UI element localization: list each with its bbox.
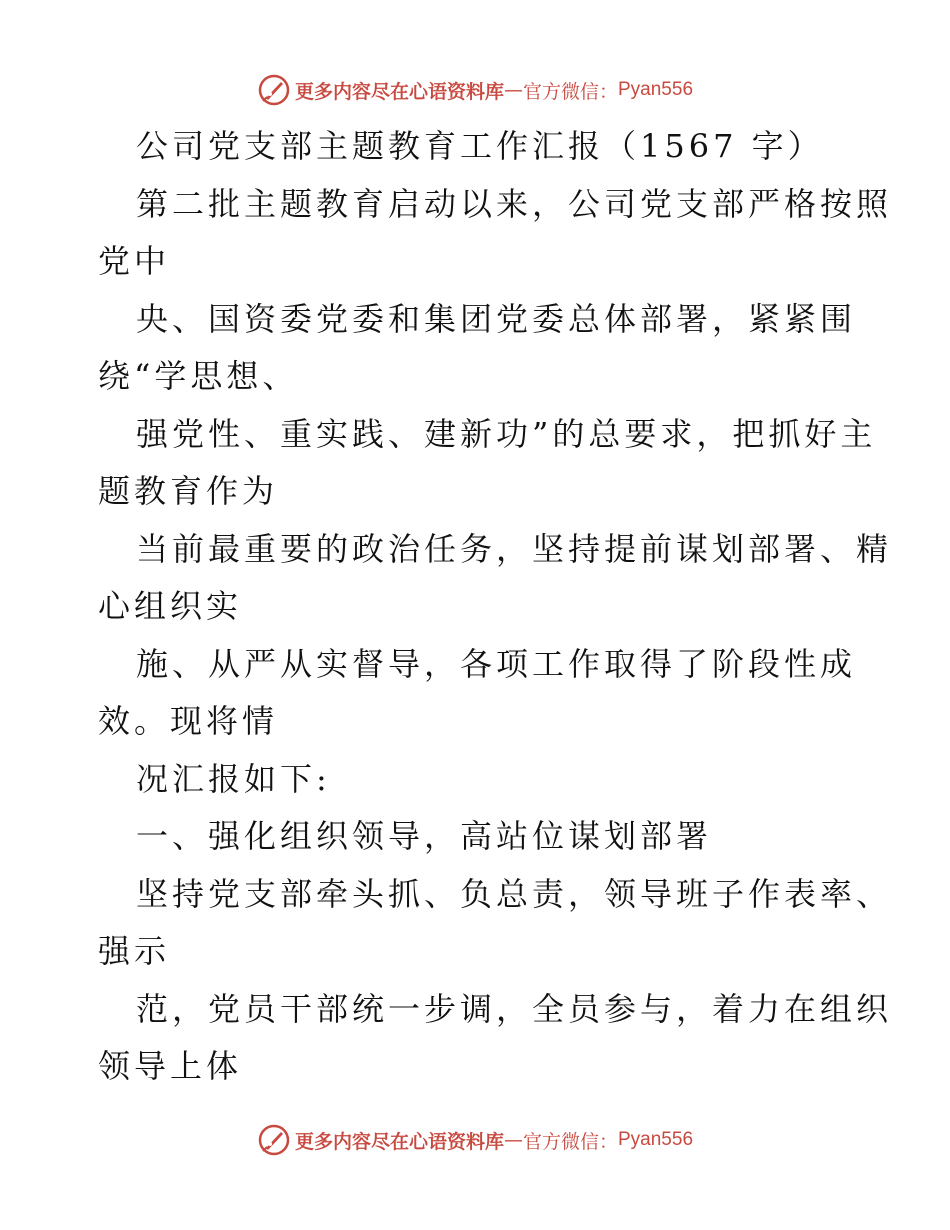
paragraph-line: 坚持党支部牵头抓、负总责，领导班子作表率、 xyxy=(136,874,893,913)
watermark-banner-bottom xyxy=(0,1120,950,1160)
document-body xyxy=(0,118,950,1096)
quill-circle-icon xyxy=(257,73,291,107)
paragraph-line: 心组织实 xyxy=(98,587,243,625)
paragraph-line: 况汇报如下: xyxy=(136,759,331,798)
watermark-contact-id: Pyan556 xyxy=(618,79,694,100)
paragraph-line: 强示 xyxy=(98,932,171,970)
quill-circle-icon xyxy=(257,1123,291,1157)
paragraph-line: 范，党员干部统一步调，全员参与，着力在组织 xyxy=(136,989,893,1028)
watermark-dash: — xyxy=(503,1129,523,1151)
watermark-banner-top xyxy=(0,70,950,110)
paragraph-line: 领导上体 xyxy=(98,1047,243,1085)
paragraph-line: 党中 xyxy=(98,242,171,280)
paragraph-line: 第二批主题教育启动以来，公司党支部严格按照 xyxy=(136,184,893,223)
paragraph-line: 施、从严从实督导，各项工作取得了阶段性成 xyxy=(136,644,857,683)
watermark-text: 更多内容尽在心语资料库 xyxy=(294,80,504,103)
watermark-contact-id: Pyan556 xyxy=(618,1129,694,1150)
paragraph-line: 当前最重要的政治任务，坚持提前谋划部署、精 xyxy=(136,529,893,568)
document-title: 公司党支部主题教育工作汇报（1567 字） xyxy=(136,127,824,165)
watermark-dash: — xyxy=(503,79,523,101)
paragraph-line: 强党性、重实践、建新功”的总要求，把抓好主 xyxy=(136,414,877,453)
paragraph-line: 绕“学思想、 xyxy=(98,357,299,395)
watermark-text: 更多内容尽在心语资料库 xyxy=(294,1130,504,1153)
watermark-contact-label: 官方微信： xyxy=(522,80,618,103)
section-heading: 一、强化组织领导，高站位谋划部署 xyxy=(136,817,713,855)
paragraph-line: 题教育作为 xyxy=(98,472,279,510)
watermark-contact-label: 官方微信： xyxy=(522,1130,618,1153)
paragraph-line: 央、国资委党委和集团党委总体部署，紧紧围 xyxy=(136,299,857,338)
paragraph-line: 效。现将情 xyxy=(98,702,279,740)
